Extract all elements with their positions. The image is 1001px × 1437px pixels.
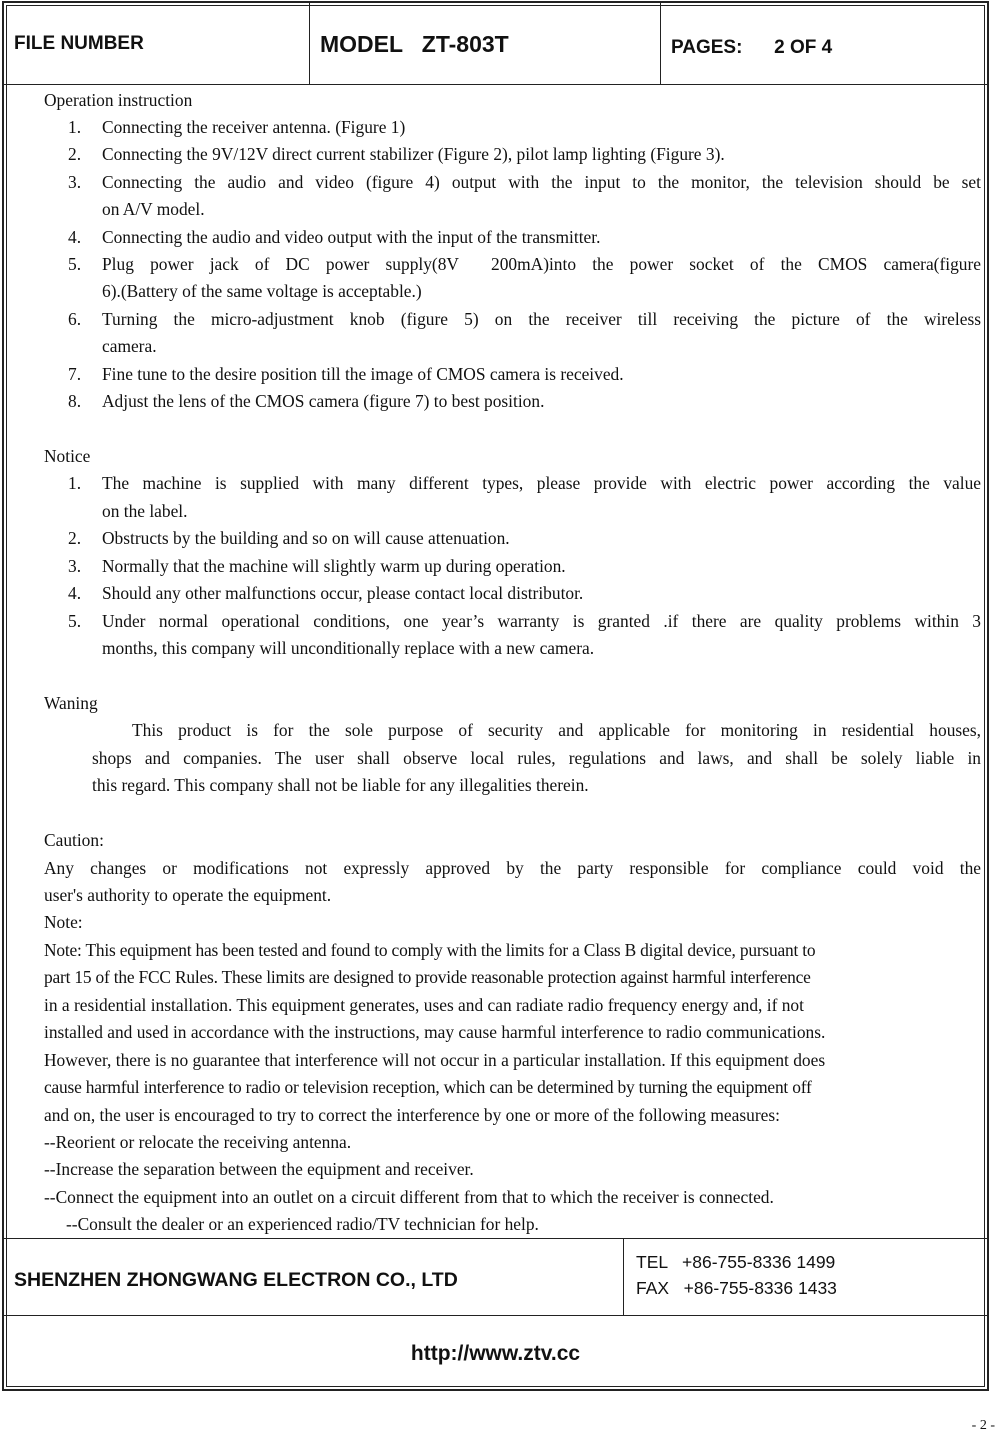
- list-item-continuation: on the label.: [102, 501, 188, 521]
- footer-table: [4, 1238, 987, 1316]
- list-number: 4.: [68, 583, 82, 603]
- fax-number: FAX +86-755-8336 1433: [636, 1278, 837, 1298]
- operation-title: Operation instruction: [44, 90, 193, 110]
- list-item: Connecting the receiver antenna. (Figure 1): [102, 117, 406, 137]
- list-item: Turning the micro-adjustment knob (figure 5) on the receiver till receiving the picture of the wireless: [102, 309, 981, 329]
- document-sheet: [2, 1, 989, 1391]
- list-number: 3.: [68, 556, 82, 576]
- telephone-number: TEL +86-755-8336 1499: [636, 1252, 836, 1272]
- list-item-continuation: camera.: [102, 336, 157, 356]
- note-measure-line: --Increase the separation between the equipment and receiver.: [44, 1159, 474, 1179]
- list-number: 5.: [68, 611, 82, 631]
- note-paragraph-line: installed and used in accordance with the instructions, may cause harmful interference to radio communications.: [44, 1022, 826, 1042]
- list-item: Normally that the machine will slightly warm up during operation.: [102, 556, 566, 576]
- caution-title: Caution:: [44, 830, 104, 850]
- header-table: [4, 3, 987, 85]
- list-number: 1.: [68, 473, 82, 493]
- list-item: Connecting the 9V/12V direct current stabilizer (Figure 2), pilot lamp lighting (Figure 3).: [102, 144, 725, 164]
- waning-title: Waning: [44, 693, 98, 713]
- waning-paragraph-line: This product is for the sole purpose of security and applicable for monitoring in residential houses,: [132, 720, 981, 740]
- notice-title: Notice: [44, 446, 91, 466]
- website-url: http://www.ztv.cc: [410, 1342, 581, 1365]
- list-item-continuation: months, this company will unconditionally replace with a new camera.: [102, 638, 595, 658]
- model-label: MODEL ZT-803T: [310, 3, 661, 84]
- list-item: Connecting the audio and video output with the input of the transmitter.: [102, 227, 601, 247]
- list-number: 4.: [68, 227, 82, 247]
- list-number: 5.: [68, 254, 82, 274]
- company-name: SHENZHEN ZHONGWANG ELECTRON CO., LTD: [4, 1239, 624, 1315]
- list-item: Under normal operational conditions, one year’s warranty is granted .if there are quality problems within 3: [102, 611, 981, 631]
- list-number: 1.: [68, 117, 82, 137]
- list-number: 3.: [68, 172, 82, 192]
- list-item: Adjust the lens of the CMOS camera (figure 7) to best position.: [102, 391, 545, 411]
- list-number: 8.: [68, 391, 82, 411]
- note-paragraph-line: and on, the user is encouraged to try to correct the interference by one or more of the following measures:: [44, 1105, 780, 1125]
- list-item-continuation: 6).(Battery of the same voltage is acceptable.): [102, 281, 422, 301]
- waning-paragraph-line: this regard. This company shall not be liable for any illegalities therein.: [92, 775, 589, 795]
- list-number: 2.: [68, 528, 82, 548]
- note-paragraph-line: Note: This equipment has been tested and found to comply with the limits for a Class B digital device, pursuant to: [44, 940, 816, 960]
- list-number: 7.: [68, 364, 82, 384]
- list-item: Should any other malfunctions occur, please contact local distributor.: [102, 583, 584, 603]
- page-number: - 2 -: [971, 1418, 995, 1433]
- list-item: The machine is supplied with many different types, please provide with electric power according the value: [102, 473, 981, 493]
- note-measure-line: --Connect the equipment into an outlet on a circuit different from that to which the receiver is connected.: [44, 1187, 774, 1207]
- waning-paragraph-line: shops and companies. The user shall observe local rules, regulations and laws, and shall be solely liable in: [92, 748, 981, 768]
- list-item: Connecting the audio and video (figure 4) output with the input to the monitor, the television should be set: [102, 172, 981, 192]
- note-measure-line: --Consult the dealer or an experienced radio/TV technician for help.: [66, 1214, 539, 1234]
- note-paragraph-line: in a residential installation. This equipment generates, uses and can radiate radio frequency energy and, if not: [44, 995, 804, 1015]
- caution-paragraph-line: user's authority to operate the equipment.: [44, 885, 332, 905]
- list-number: 6.: [68, 309, 82, 329]
- list-item-continuation: on A/V model.: [102, 199, 205, 219]
- list-item: Fine tune to the desire position till the image of CMOS camera is received.: [102, 364, 624, 384]
- document-body: [4, 84, 987, 1238]
- contact-info: [624, 1239, 837, 1315]
- note-measure-line: --Reorient or relocate the receiving antenna.: [44, 1132, 352, 1152]
- pages-label: PAGES: 2 OF 4: [671, 37, 833, 58]
- list-item: Plug power jack of DC power supply(8V 200mA)into the power socket of the CMOS camera(figure: [102, 254, 981, 274]
- note-paragraph-line: However, there is no guarantee that interference will not occur in a particular installation. If this equipment does: [44, 1050, 826, 1070]
- note-title: Note:: [44, 912, 83, 932]
- caution-paragraph-line: Any changes or modifications not expressly approved by the party responsible for compliance could void the: [44, 858, 981, 878]
- file-number-label: FILE NUMBER: [4, 3, 310, 84]
- list-number: 2.: [68, 144, 82, 164]
- note-paragraph-line: part 15 of the FCC Rules. These limits are designed to provide reasonable protection against harmful interference: [44, 967, 811, 987]
- list-item: Obstructs by the building and so on will cause attenuation.: [102, 528, 510, 548]
- note-paragraph-line: cause harmful interference to radio or television reception, which can be determined by turning the equipment off: [44, 1077, 812, 1097]
